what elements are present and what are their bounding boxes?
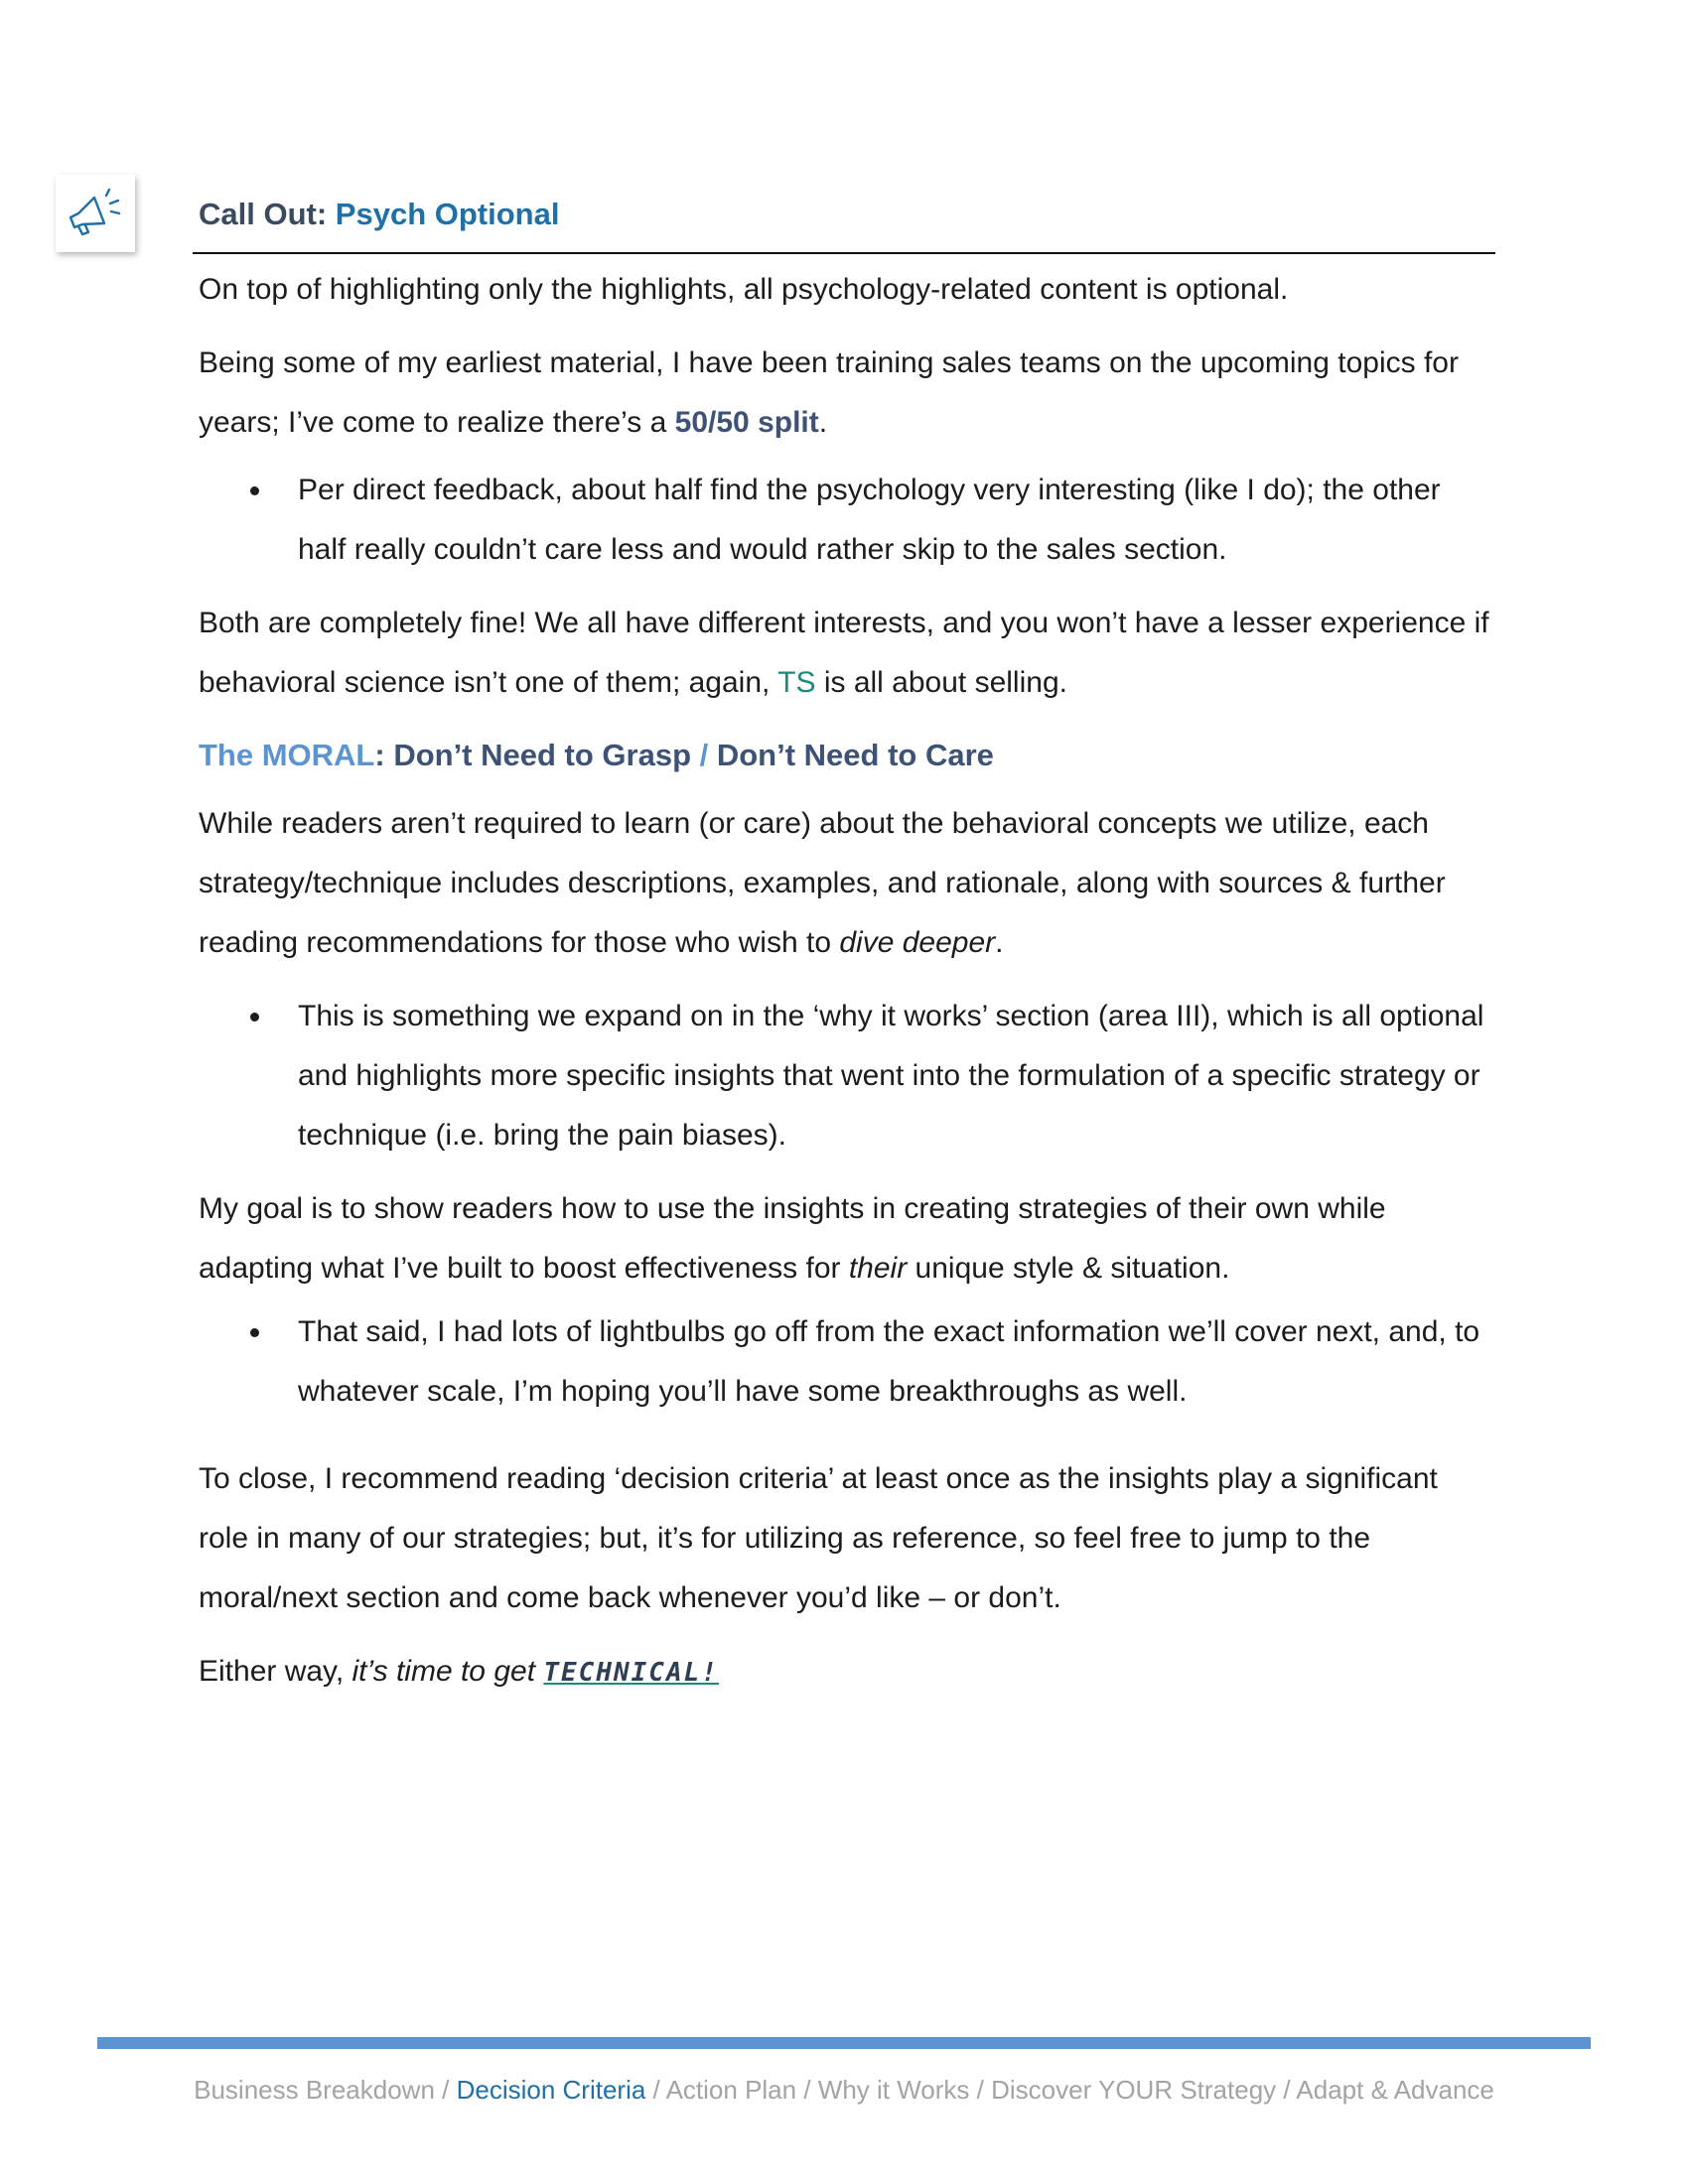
time-to-get-italic: it’s time to get xyxy=(352,1655,544,1688)
moral-part-2: Don’t Need to Care xyxy=(716,738,994,772)
callout-icon-box xyxy=(56,175,135,252)
paragraph-readers xyxy=(199,794,1489,973)
technical-stylized: TECHNICAL! xyxy=(543,1658,719,1688)
their-italic: their xyxy=(848,1252,908,1285)
footer-separator: / xyxy=(434,2075,457,2105)
moral-label: The MORAL xyxy=(199,738,375,772)
bullet-list-feedback xyxy=(199,461,1489,580)
bullet-list-why-it-works xyxy=(199,987,1489,1165)
bullet-lightbulbs: That said, I had lots of lightbulbs go off from the exact information we’ll cover next, and, to whatever scale, I’m hoping you’ll have some breakthroughs as well. xyxy=(298,1302,1489,1422)
paragraph-both-fine xyxy=(199,594,1489,713)
split-end: . xyxy=(818,406,828,439)
callout-colon: : xyxy=(316,197,328,231)
bullet-list-lightbulbs xyxy=(199,1302,1489,1422)
goal-text: My goal is to show readers how to use the insights in creating strategies of their own while adapting what I’ve built to boost effectiveness for xyxy=(199,1192,1386,1285)
either-way-text: Either way, xyxy=(199,1655,352,1688)
footer-separator: / xyxy=(969,2075,992,2105)
goal-end: unique style & situation. xyxy=(907,1252,1230,1285)
paragraph-goal xyxy=(199,1179,1489,1298)
paragraph-close: To close, I recommend reading ‘decision criteria’ at least once as the insights play a significant role in many of our strategies; but, it’s for utilizing as reference, so feel free to jump to the moral/next section and come back whenever you’d like – or don’t. xyxy=(199,1462,1438,1614)
footer-separator: / xyxy=(796,2075,818,2105)
split-text: Being some of my earliest material, I have been training sales teams on the upcoming topics for years; I’ve come to realize there’s a xyxy=(199,346,1459,439)
dive-deeper-italic: dive deeper xyxy=(839,926,996,959)
footer-breadcrumb xyxy=(0,2075,1688,2106)
callout-topic: Psych Optional xyxy=(335,197,560,231)
moral-colon: : xyxy=(374,738,394,772)
bullet-feedback: Per direct feedback, about half find the psychology very interesting (like I do); the other half really couldn’t care less and would rather skip to the sales section. xyxy=(298,461,1489,580)
footer-item-discover-your-strategy[interactable]: Discover YOUR Strategy xyxy=(991,2075,1277,2105)
footer-item-business-breakdown[interactable]: Business Breakdown xyxy=(194,2075,435,2105)
split-highlight: 50/50 split xyxy=(674,406,819,439)
both-fine-end: is all about selling. xyxy=(815,666,1067,699)
readers-end: . xyxy=(995,926,1004,959)
paragraph-either-way xyxy=(199,1642,1489,1703)
readers-text: While readers aren’t required to learn (or care) about the behavioral concepts we utilize, each strategy/technique includes descriptions, examples, and rationale, along with sources & further reading recommendations for those who wish to xyxy=(199,807,1446,959)
footer-separator: / xyxy=(645,2075,666,2105)
both-fine-text: Both are completely fine! We all have different interests, and you won’t have a lesser experience if behavioral science isn’t one of them; again, xyxy=(199,607,1489,699)
paragraph-optional: On top of highlighting only the highlights, all psychology-related content is optional. xyxy=(199,273,1289,306)
megaphone-icon xyxy=(65,188,126,239)
footer-item-action-plan[interactable]: Action Plan xyxy=(665,2075,797,2105)
footer-item-why-it-works[interactable]: Why it Works xyxy=(817,2075,970,2105)
paragraph-split xyxy=(199,334,1489,453)
footer-bar xyxy=(97,2037,1591,2049)
bullet-why-it-works: This is something we expand on in the ‘why it works’ section (area III), which is all optional and highlights more specific insights that went into the formulation of a specific strategy or technique (i.e. bring the pain biases). xyxy=(298,987,1489,1165)
moral-heading xyxy=(199,731,1489,780)
moral-part-1: Don’t Need to Grasp xyxy=(393,738,692,772)
footer-item-adapt-advance[interactable]: Adapt & Advance xyxy=(1296,2075,1494,2105)
header-rule xyxy=(193,252,1495,254)
page-content xyxy=(199,195,1489,1703)
ts-highlight: TS xyxy=(777,666,816,699)
callout-label: Call Out xyxy=(199,197,317,231)
footer-separator: / xyxy=(1276,2075,1297,2105)
footer-item-decision-criteria[interactable]: Decision Criteria xyxy=(456,2075,646,2105)
callout-header xyxy=(199,195,1489,234)
moral-slash: / xyxy=(691,738,717,772)
